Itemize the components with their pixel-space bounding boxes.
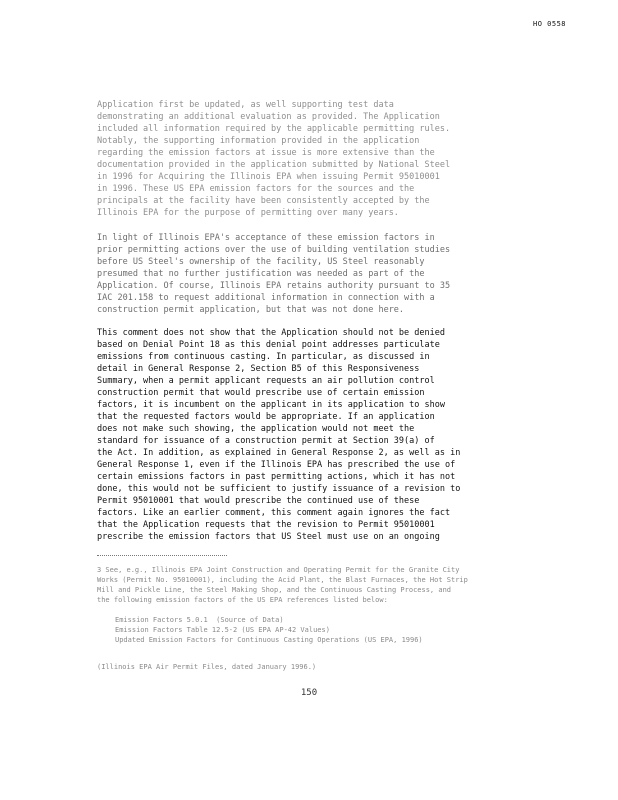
paragraph-1: Application first be updated, as well supporting test data demonstrating an additional evaluation as provided. The Application included all information required by the applicable permitting rules. Notably, the supporting information provided in the application regarding the emission factors at issue is more extensive than the documentation provided in the application submitted by National Steel in 1996 for Acquiring the Illinois EPA when issuing Permit 95010001 in 1996. These US EPA emission factors for the sources and the principals at the facility have been consistently accepted by the Illinois EPA for the purpose of permitting over many years. <box>97 100 451 218</box>
page-id: HO 0558 <box>533 20 567 28</box>
footnote-list-item: Emission Factors 5.0.1 (Source of Data) <box>115 616 284 624</box>
paragraph-2: In light of Illinois EPA's acceptance of these emission factors in prior permitting actions over the use of building ventilation studies before US Steel's ownership of the facility, US Steel reasonably presumed that no further justification was needed as part of the Application. Of course, Illinois EPA retains authority pursuant to 35 IAC 201.158 to request additional information in connection with a construction permit application, but that was not done here. <box>97 233 451 315</box>
footnote-list-item: Updated Emission Factors for Continuous Casting Operations (US EPA, 1996) <box>115 636 423 644</box>
footnote-separator <box>97 555 227 556</box>
footnote-text: 3 See, e.g., Illinois EPA Joint Construction and Operating Permit for the Granite City Works (Permit No. 95010001), including the Acid Plant, the Blast Furnaces, the Hot Strip Mill and Pickle Line, the Steel Making Shop, and the Continuous Casting Process, and the following emission factors of the US EPA references listed below: <box>97 566 468 604</box>
footnote-list-item: Emission Factors Table 12.5-2 (US EPA AP-42 Values) <box>115 626 330 634</box>
footnote-source: (Illinois EPA Air Permit Files, dated January 1996.) <box>97 663 317 671</box>
paragraph-3: This comment does not show that the Application should not be denied based on Denial Point 18 as this denial point addresses particulate emissions from continuous casting. In particular, as discussed in detail in General Response 2, Section B5 of this Responsiveness Summary, when a permit applicant requests an air pollution control construction permit that would prescribe use of certain emission factors, it is incumbent on the applicant in its application to show that the requested factors would be appropriate. If an application does not make such showing, the application would not meet the standard for issuance of a construction permit at Section 39(a) of the Act. In addition, as explained in General Response 2, as well as in General Response 1, even if the Illinois EPA has prescribed the use of certain emissions factors in past permitting actions, which it has not done, this would not be sufficient to justify issuance of a revision to Permit 95010001 that would prescribe the continued use of these factors. Like an earlier comment, this comment again ignores the fact that the Application requests that the revision to Permit 95010001 prescribe the emission factors that US Steel must use on an ongoing <box>97 328 461 542</box>
footnote-list <box>115 615 535 645</box>
page-number: 150 <box>300 688 318 698</box>
